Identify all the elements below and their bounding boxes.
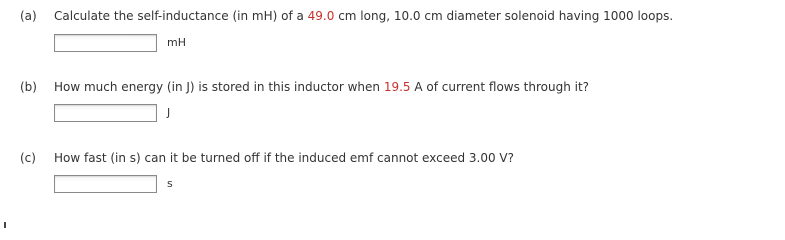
question-b-label: (b) bbox=[20, 80, 37, 94]
answer-input-c[interactable] bbox=[54, 175, 157, 193]
question-b-highlight: 19.5 bbox=[383, 80, 411, 94]
unit-label-b: J bbox=[167, 106, 171, 119]
cursor-mark bbox=[4, 222, 6, 228]
question-a-text-after: cm long, 10.0 cm diameter solenoid having 1000 loops. bbox=[334, 9, 674, 23]
answer-input-a[interactable] bbox=[54, 34, 157, 52]
unit-label-c: s bbox=[167, 177, 173, 190]
question-a-text-before: Calculate the self-inductance (in mH) of a bbox=[54, 9, 308, 23]
unit-label-a: mH bbox=[167, 36, 186, 49]
question-b-text-before: How much energy (in J) is stored in this inductor when bbox=[54, 80, 384, 94]
question-b-text-after: A of current flows through it? bbox=[410, 80, 590, 94]
answer-input-b[interactable] bbox=[54, 104, 157, 122]
question-b-text bbox=[20, 79, 589, 95]
question-a-highlight: 49.0 bbox=[307, 9, 335, 23]
question-a-text bbox=[20, 8, 673, 24]
question-c-text-before: How fast (in s) can it be turned off if the induced emf cannot exceed 3.00 V? bbox=[54, 151, 515, 165]
question-c-label: (c) bbox=[20, 151, 36, 165]
question-a-label: (a) bbox=[20, 9, 37, 23]
question-c-text bbox=[20, 150, 514, 166]
